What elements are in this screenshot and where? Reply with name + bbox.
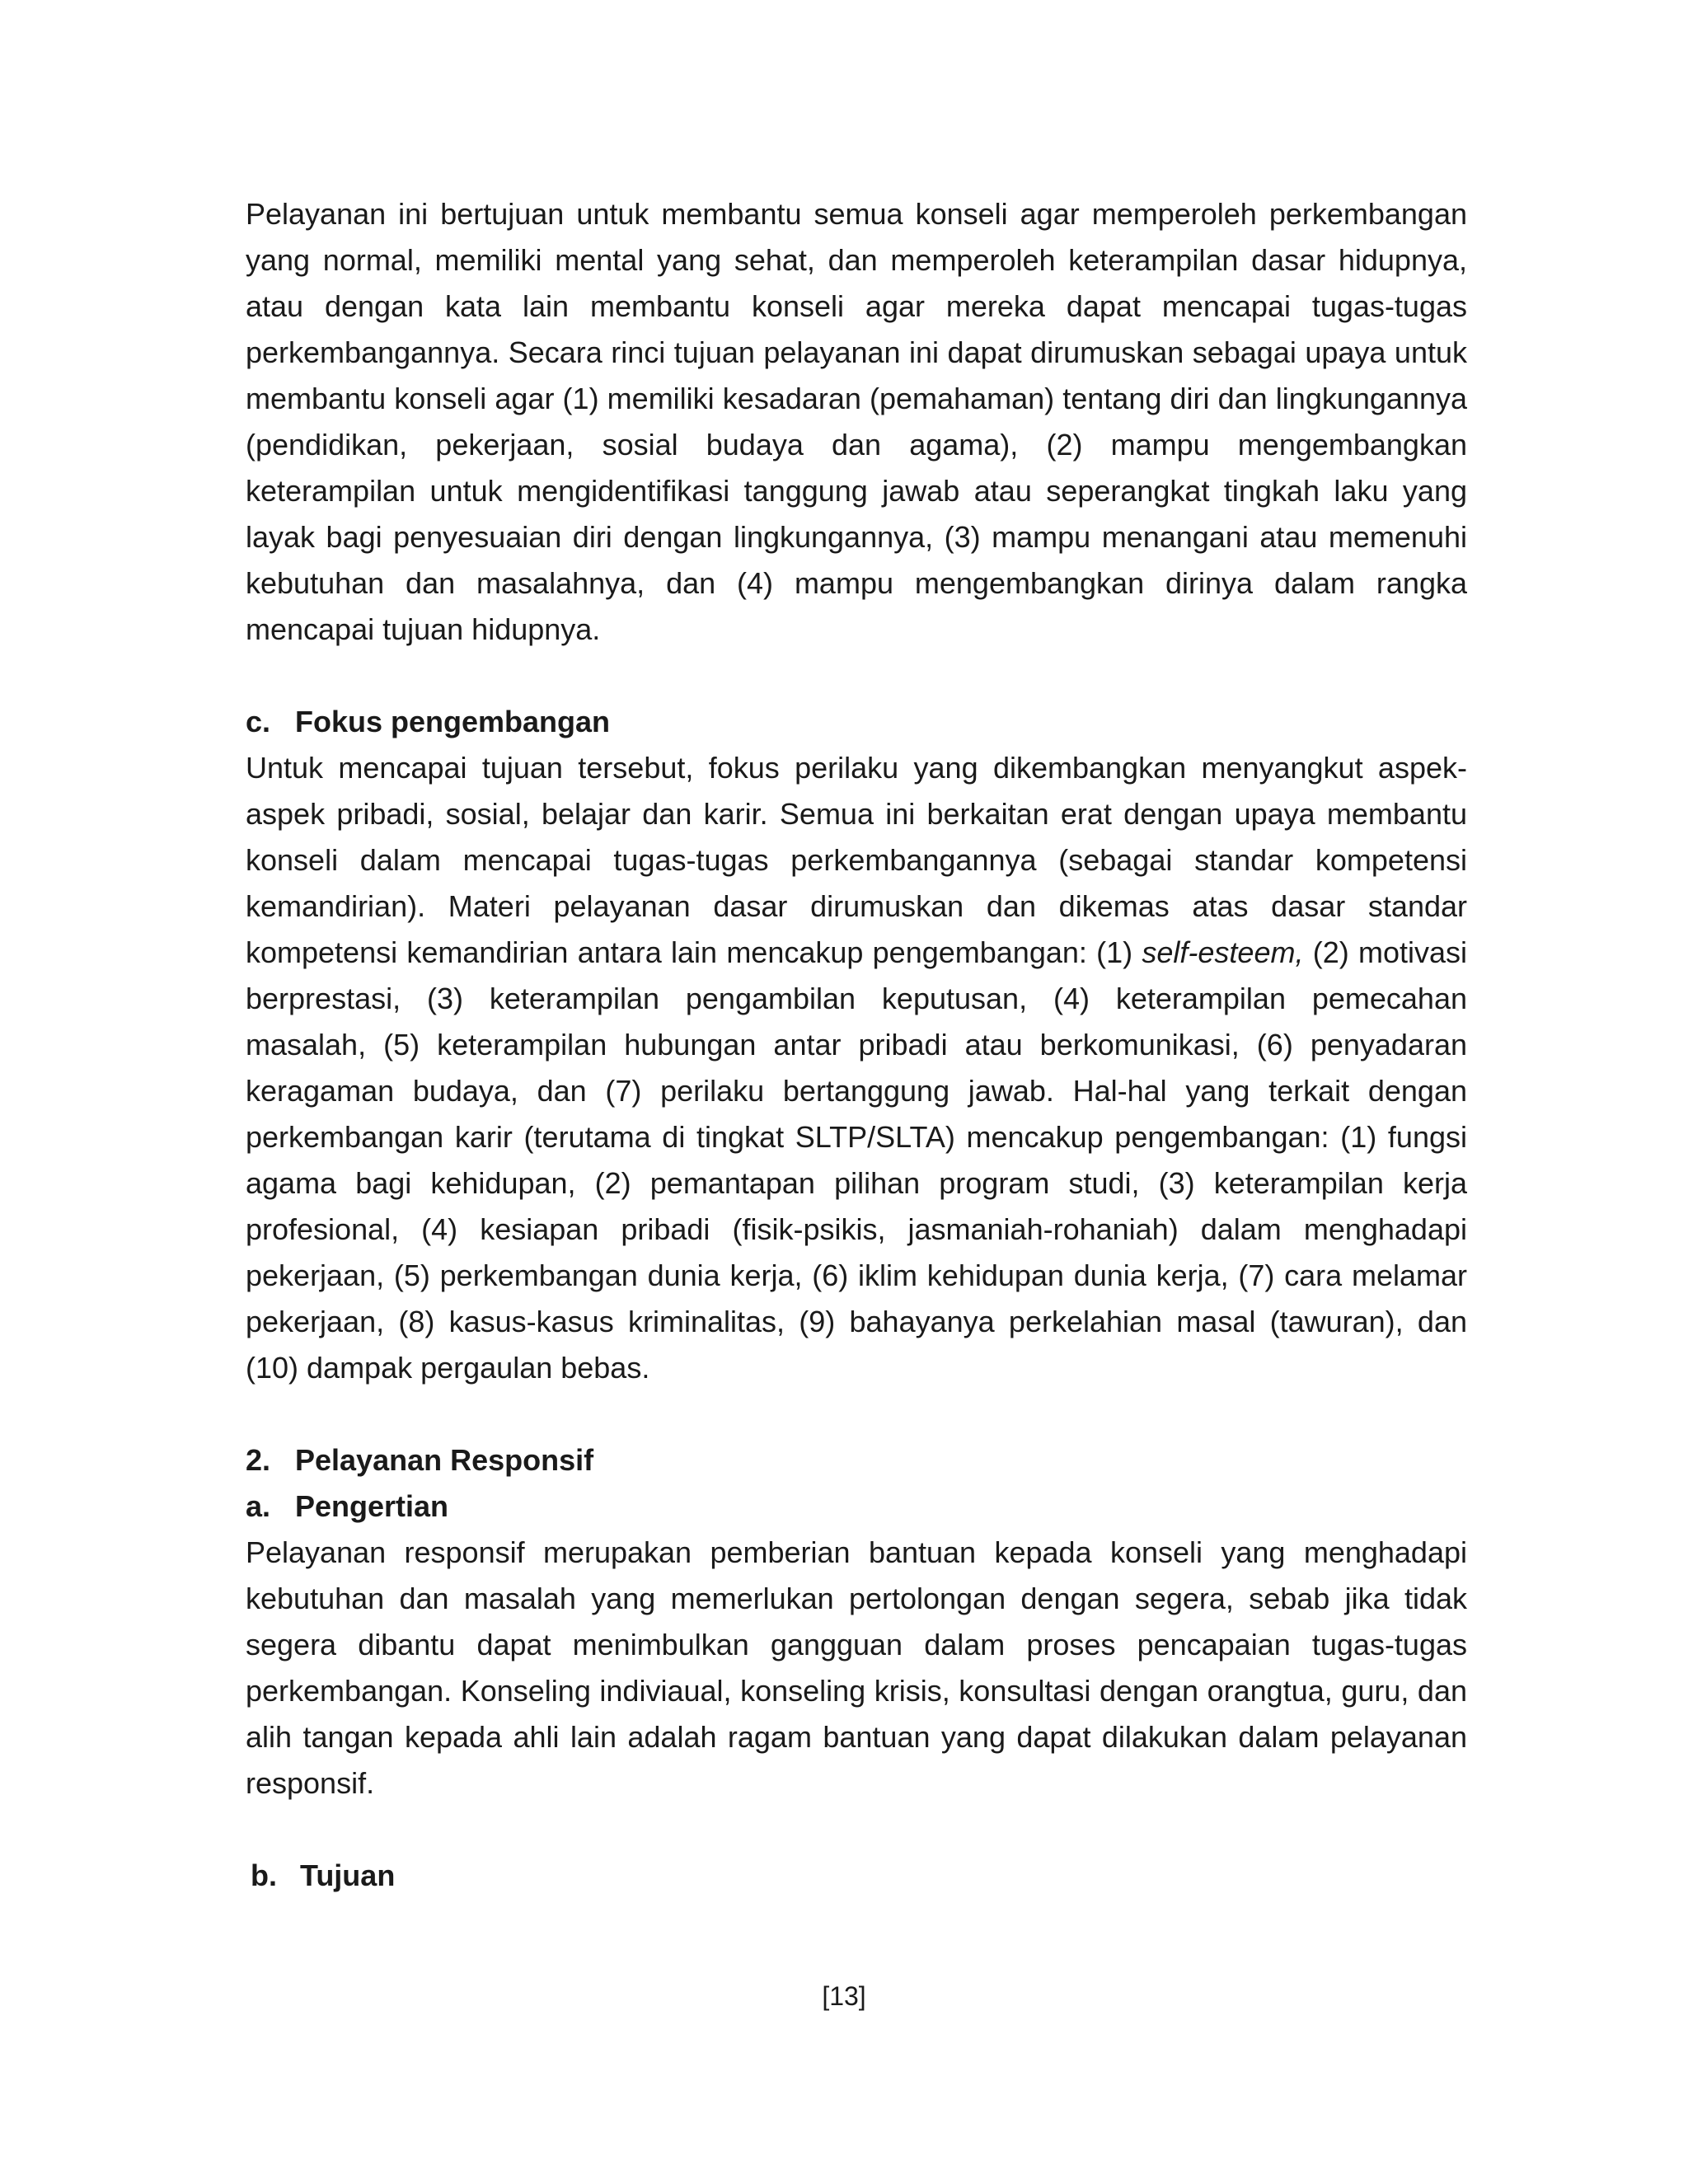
section-c-paragraph xyxy=(246,745,1467,1391)
spacer xyxy=(246,1391,1467,1437)
section-2-heading xyxy=(246,1437,1467,1483)
section-c-title: Fokus pengembangan xyxy=(295,705,611,738)
section-2b-heading xyxy=(246,1853,1467,1899)
section-2a-heading xyxy=(246,1483,1467,1530)
spacer xyxy=(246,653,1467,699)
section-2b-marker: b. xyxy=(251,1858,277,1892)
spacer xyxy=(246,1807,1467,1853)
page-number: [13] xyxy=(822,1981,866,2011)
intro-paragraph: Pelayanan ini bertujuan untuk membantu semua konseli agar memperoleh perkembangan yang normal, memiliki mental yang sehat, dan memperoleh keterampilan dasar hidupnya, atau dengan kata lain membantu konseli agar mereka dapat mencapai tugas-tugas perkembangannya. Secara rinci tujuan pelayanan ini dapat dirumuskan sebagai upaya untuk membantu konseli agar (1) memiliki kesadaran (pemahaman) tentang diri dan lingkungannya (pendidikan, pekerjaan, sosial budaya dan agama), (2) mampu mengembangkan keterampilan untuk mengidentifikasi tanggung jawab atau seperangkat tingkah laku yang layak bagi penyesuaian diri dengan lingkungannya, (3) mampu menangani atau memenuhi kebutuhan dan masalahnya, dan (4) mampu mengembangkan dirinya dalam rangka mencapai tujuan hidupnya. xyxy=(246,197,1467,646)
section-c-marker: c. xyxy=(246,705,271,738)
section-2-marker: 2. xyxy=(246,1443,271,1477)
section-c-italic-term: self-esteem, xyxy=(1142,935,1304,969)
section-2a-paragraph: Pelayanan responsif merupakan pemberian bantuan kepada konseli yang menghadapi kebutuhan dan masalah yang memerlukan pertolongan dengan segera, sebab jika tidak segera dibantu dapat menimbulkan gangguan dalam proses pencapaian tugas-tugas perkembangan. Konseling indiviaual, konseling krisis, konsultasi dengan orangtua, guru, dan alih tangan kepada ahli lain adalah ragam bantuan yang dapat dilakukan dalam pelayanan responsif. xyxy=(246,1535,1467,1800)
section-c-heading xyxy=(246,699,1467,745)
section-2-title: Pelayanan Responsif xyxy=(295,1443,594,1477)
section-2b-title: Tujuan xyxy=(300,1858,396,1892)
section-c-text-part2: (2) motivasi berprestasi, (3) keterampilan pengambilan keputusan, (4) keterampilan pemecahan masalah, (5) keterampilan hubungan antar pribadi atau berkomunikasi, (6) penyadaran keragaman budaya, dan (7) perilaku bertanggung jawab. Hal-hal yang terkait dengan perkembangan karir (terutama di tingkat SLTP/SLTA) mencakup pengembangan: (1) fungsi agama bagi kehidupan, (2) pemantapan pilihan program studi, (3) keterampilan kerja profesional, (4) kesiapan pribadi (fisik-psikis, jasmaniah-rohaniah) dalam menghadapi pekerjaan, (5) perkembangan dunia kerja, (6) iklim kehidupan dunia kerja, (7) cara melamar pekerjaan, (8) kasus-kasus kriminalitas, (9) bahayanya perkelahian masal (tawuran), dan (10) dampak pergaulan bebas. xyxy=(246,935,1467,1385)
section-c-text-part1: Untuk mencapai tujuan tersebut, fokus perilaku yang dikembangkan menyangkut aspek-aspek pribadi, sosial, belajar dan karir. Semua ini berkaitan erat dengan upaya membantu konseli dalam mencapai tugas-tugas perkembangannya (sebagai standar kompetensi kemandirian). Materi pelayanan dasar dirumuskan dan dikemas atas dasar standar kompetensi kemandirian antara lain mencakup pengembangan: (1) xyxy=(246,751,1467,969)
section-2a-title: Pengertian xyxy=(295,1489,449,1523)
section-2a-marker: a. xyxy=(246,1489,271,1523)
page-content xyxy=(246,191,1467,1899)
